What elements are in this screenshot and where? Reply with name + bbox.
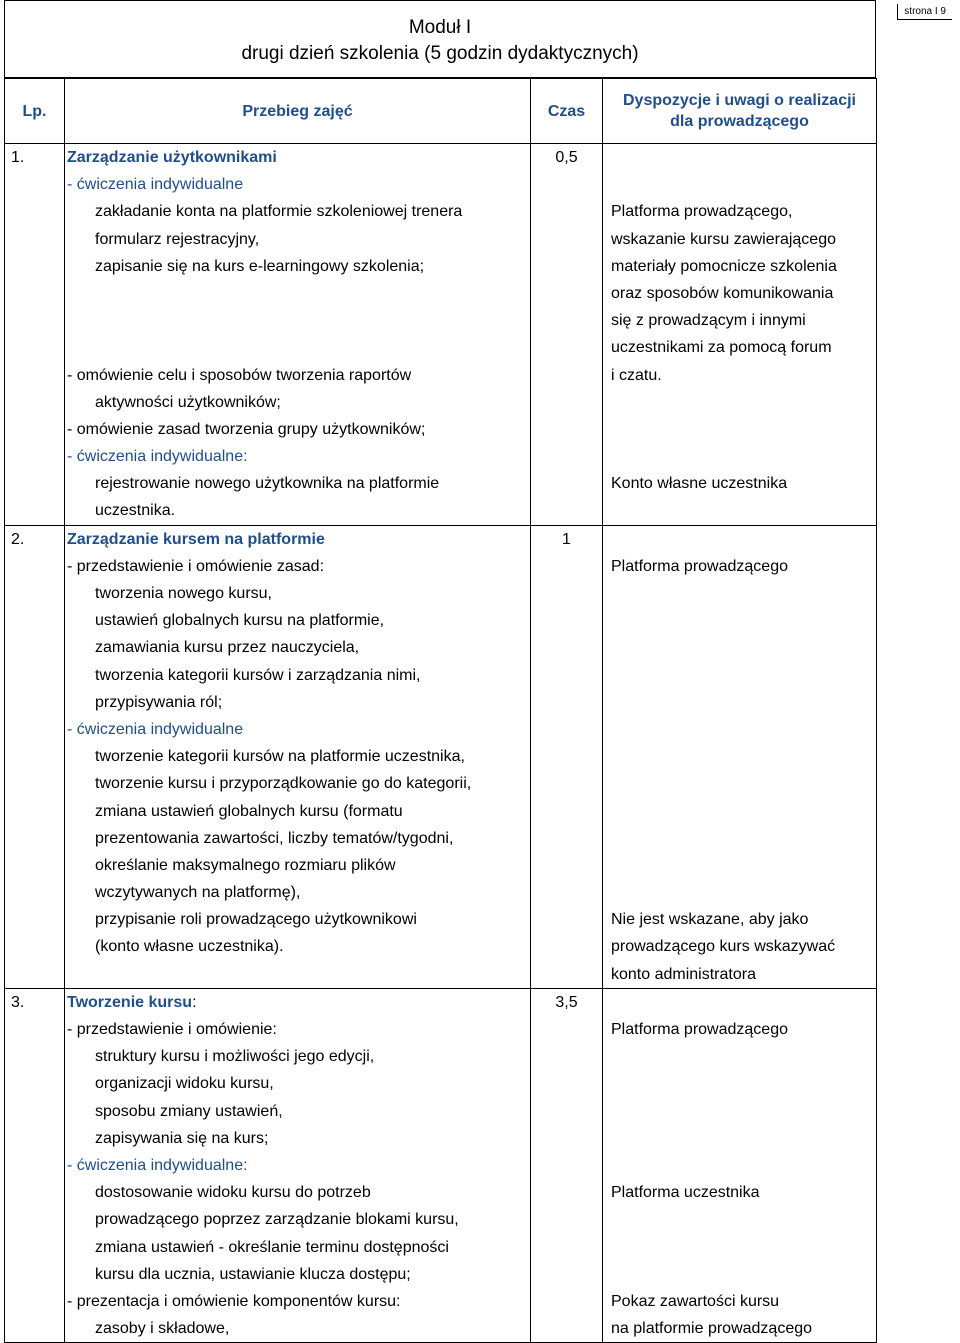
module-subtitle: drugi dzień szkolenia (5 godzin dydaktycznych)	[241, 43, 639, 64]
note-line: wskazanie kursu zawierającego	[611, 230, 836, 248]
course-flow-line: - ćwiczenia indywidualne	[67, 176, 244, 194]
course-flow-cell	[65, 144, 531, 526]
table-row	[5, 988, 877, 1342]
page-number: strona I 9	[897, 4, 952, 20]
note-line: prowadzącego kurs wskazywać	[611, 938, 836, 956]
section-title-line	[67, 989, 530, 1016]
spacer-line	[603, 852, 876, 879]
note-line: oraz sposobów komunikowania	[611, 284, 834, 302]
note-line: i czatu.	[611, 366, 662, 384]
course-flow-line: - przedstawienie i omówienie:	[67, 1021, 277, 1038]
column-header-przebieg: Przebieg zajęć	[65, 79, 531, 144]
course-flow-line: tworzenie kategorii kursów na platformie uczestnika,	[95, 748, 465, 766]
course-flow-line: - ćwiczenia indywidualne:	[67, 448, 248, 466]
note-line: na platformie prowadzącego	[611, 1320, 813, 1338]
spacer-line	[603, 689, 876, 716]
course-flow-line: zapisanie się na kurs e-learningowy szkolenia;	[95, 257, 425, 275]
spacer-line	[603, 1125, 876, 1152]
course-flow-line: zakładanie konta na platformie szkoleniowej trenera	[95, 203, 463, 221]
module-title: Moduł I	[408, 17, 472, 38]
course-flow-line: tworzenie kursu i przyporządkowanie go do kategorii,	[95, 775, 472, 793]
course-flow-line: - prezentacja i omówienie komponentów kursu:	[67, 1292, 401, 1310]
note-line: materiały pomocnicze szkolenia	[611, 257, 837, 275]
course-flow-line: kursu dla ucznia, ustawianie klucza dostępu;	[95, 1265, 411, 1283]
course-flow-line: zmiana ustawień globalnych kursu (formatu	[95, 802, 403, 820]
time-cell	[531, 525, 603, 988]
spacer-line	[603, 416, 876, 443]
spacer-line	[603, 526, 876, 553]
course-flow-line: uczestnika.	[95, 502, 176, 520]
spacer-line	[603, 1098, 876, 1125]
notes-cell	[603, 144, 877, 526]
course-flow-line: zmiana ustawień - określanie terminu dostępności	[95, 1238, 449, 1256]
course-flow-line: tworzenia nowego kursu,	[95, 585, 272, 602]
course-flow-line: zasoby i składowe,	[95, 1320, 230, 1338]
course-flow-line: organizacji widoku kursu,	[95, 1075, 274, 1093]
schedule-table	[4, 78, 877, 1343]
spacer-line	[67, 334, 530, 361]
course-flow-line: ustawień globalnych kursu na platformie,	[95, 612, 385, 630]
course-flow-line: sposobu zmiany ustawień,	[95, 1102, 283, 1120]
spacer-line	[603, 580, 876, 607]
time-value: 0,5	[555, 149, 578, 166]
note-line: Platforma uczestnika	[611, 1184, 760, 1202]
module-header	[4, 0, 876, 78]
section-title-suffix: :	[192, 993, 197, 1011]
course-flow-line: przypisywania ról;	[95, 693, 223, 711]
row-number-cell	[5, 988, 65, 1342]
course-flow-line: - omówienie celu i sposobów tworzenia raportów	[67, 366, 412, 384]
time-cell	[531, 988, 603, 1342]
note-line: Nie jest wskazane, aby jako	[611, 911, 809, 929]
course-flow-line: - ćwiczenia indywidualne	[67, 720, 244, 738]
course-flow-line: zamawiania kursu przez nauczyciela,	[95, 639, 360, 657]
section-title: Zarządzanie użytkownikami	[67, 149, 277, 166]
time-value: 3,5	[555, 993, 578, 1011]
course-flow-cell	[65, 525, 531, 988]
section-title-line	[67, 144, 530, 171]
notes-cell	[603, 525, 877, 988]
spacer-line	[603, 1152, 876, 1179]
time-cell	[531, 144, 603, 526]
spacer-line	[67, 307, 530, 334]
column-header-czas: Czas	[531, 79, 603, 144]
course-flow-cell	[65, 988, 531, 1342]
spacer-line	[603, 1234, 876, 1261]
section-title: Zarządzanie kursem na platformie	[67, 530, 325, 548]
spacer-line	[603, 798, 876, 825]
course-flow-line: (konto własne uczestnika).	[95, 938, 284, 956]
table-header-row	[5, 79, 877, 144]
course-flow-line: zapisywania się na kurs;	[95, 1129, 269, 1147]
course-flow-line: przypisanie roli prowadzącego użytkownikowi	[95, 911, 417, 929]
course-flow-line: formularz rejestracyjny,	[95, 230, 260, 248]
spacer-line	[603, 634, 876, 661]
table-row	[5, 525, 877, 988]
table-row	[5, 144, 877, 526]
spacer-line	[603, 389, 876, 416]
note-line: Konto własne uczestnika	[611, 475, 788, 493]
spacer-line	[603, 144, 876, 171]
notes-cell	[603, 988, 877, 1342]
spacer-line	[603, 662, 876, 689]
spacer-line	[603, 607, 876, 634]
spacer-line	[603, 171, 876, 198]
note-line: się z prowadzącym i innymi	[611, 312, 806, 330]
note-line: Platforma prowadzącego,	[611, 203, 793, 221]
row-number-cell	[5, 525, 65, 988]
note-line: Pokaz zawartości kursu	[611, 1292, 780, 1310]
row-number: 3.	[11, 993, 25, 1011]
section-title-line	[67, 526, 530, 553]
spacer-line	[603, 989, 876, 1016]
column-header-dyspozycje: Dyspozycje i uwagi o realizacji dla prowadzącego	[603, 79, 877, 144]
note-line: Platforma prowadzącego	[611, 1021, 788, 1038]
course-flow-line: aktywności użytkowników;	[95, 393, 281, 411]
course-flow-line: struktury kursu i możliwości jego edycji,	[95, 1048, 375, 1066]
course-flow-line: prowadzącego poprzez zarządzanie blokami kursu,	[95, 1211, 459, 1229]
row-number-cell	[5, 144, 65, 526]
spacer-line	[603, 497, 876, 524]
spacer-line	[603, 770, 876, 797]
note-line: konto administratora	[611, 965, 756, 983]
course-flow-line: wczytywanych na platformę),	[95, 884, 301, 902]
course-flow-line: rejestrowanie nowego użytkownika na platformie	[95, 475, 440, 493]
spacer-line	[603, 1043, 876, 1070]
course-flow-line: tworzenia kategorii kursów i zarządzania nimi,	[95, 666, 421, 684]
row-number: 2.	[11, 530, 25, 548]
course-flow-line: - przedstawienie i omówienie zasad:	[67, 557, 325, 575]
column-header-lp: Lp.	[5, 79, 65, 144]
spacer-line	[603, 1261, 876, 1288]
row-number: 1.	[11, 149, 25, 166]
spacer-line	[603, 1206, 876, 1233]
note-line: Platforma prowadzącego	[611, 557, 788, 575]
note-line: uczestnikami za pomocą forum	[611, 339, 832, 357]
section-title: Tworzenie kursu	[67, 993, 193, 1011]
spacer-line	[603, 443, 876, 470]
spacer-line	[603, 879, 876, 906]
spacer-line	[603, 743, 876, 770]
time-value: 1	[562, 530, 571, 548]
course-flow-line: - omówienie zasad tworzenia grupy użytkowników;	[67, 420, 426, 438]
course-flow-line: prezentowania zawartości, liczby tematów/tygodni,	[95, 829, 454, 847]
course-flow-line: określanie maksymalnego rozmiaru plików	[95, 856, 396, 874]
course-flow-line: - ćwiczenia indywidualne:	[67, 1156, 248, 1174]
spacer-line	[603, 716, 876, 743]
spacer-line	[603, 825, 876, 852]
course-flow-line: dostosowanie widoku kursu do potrzeb	[95, 1184, 371, 1202]
spacer-line	[67, 280, 530, 307]
spacer-line	[603, 1070, 876, 1097]
